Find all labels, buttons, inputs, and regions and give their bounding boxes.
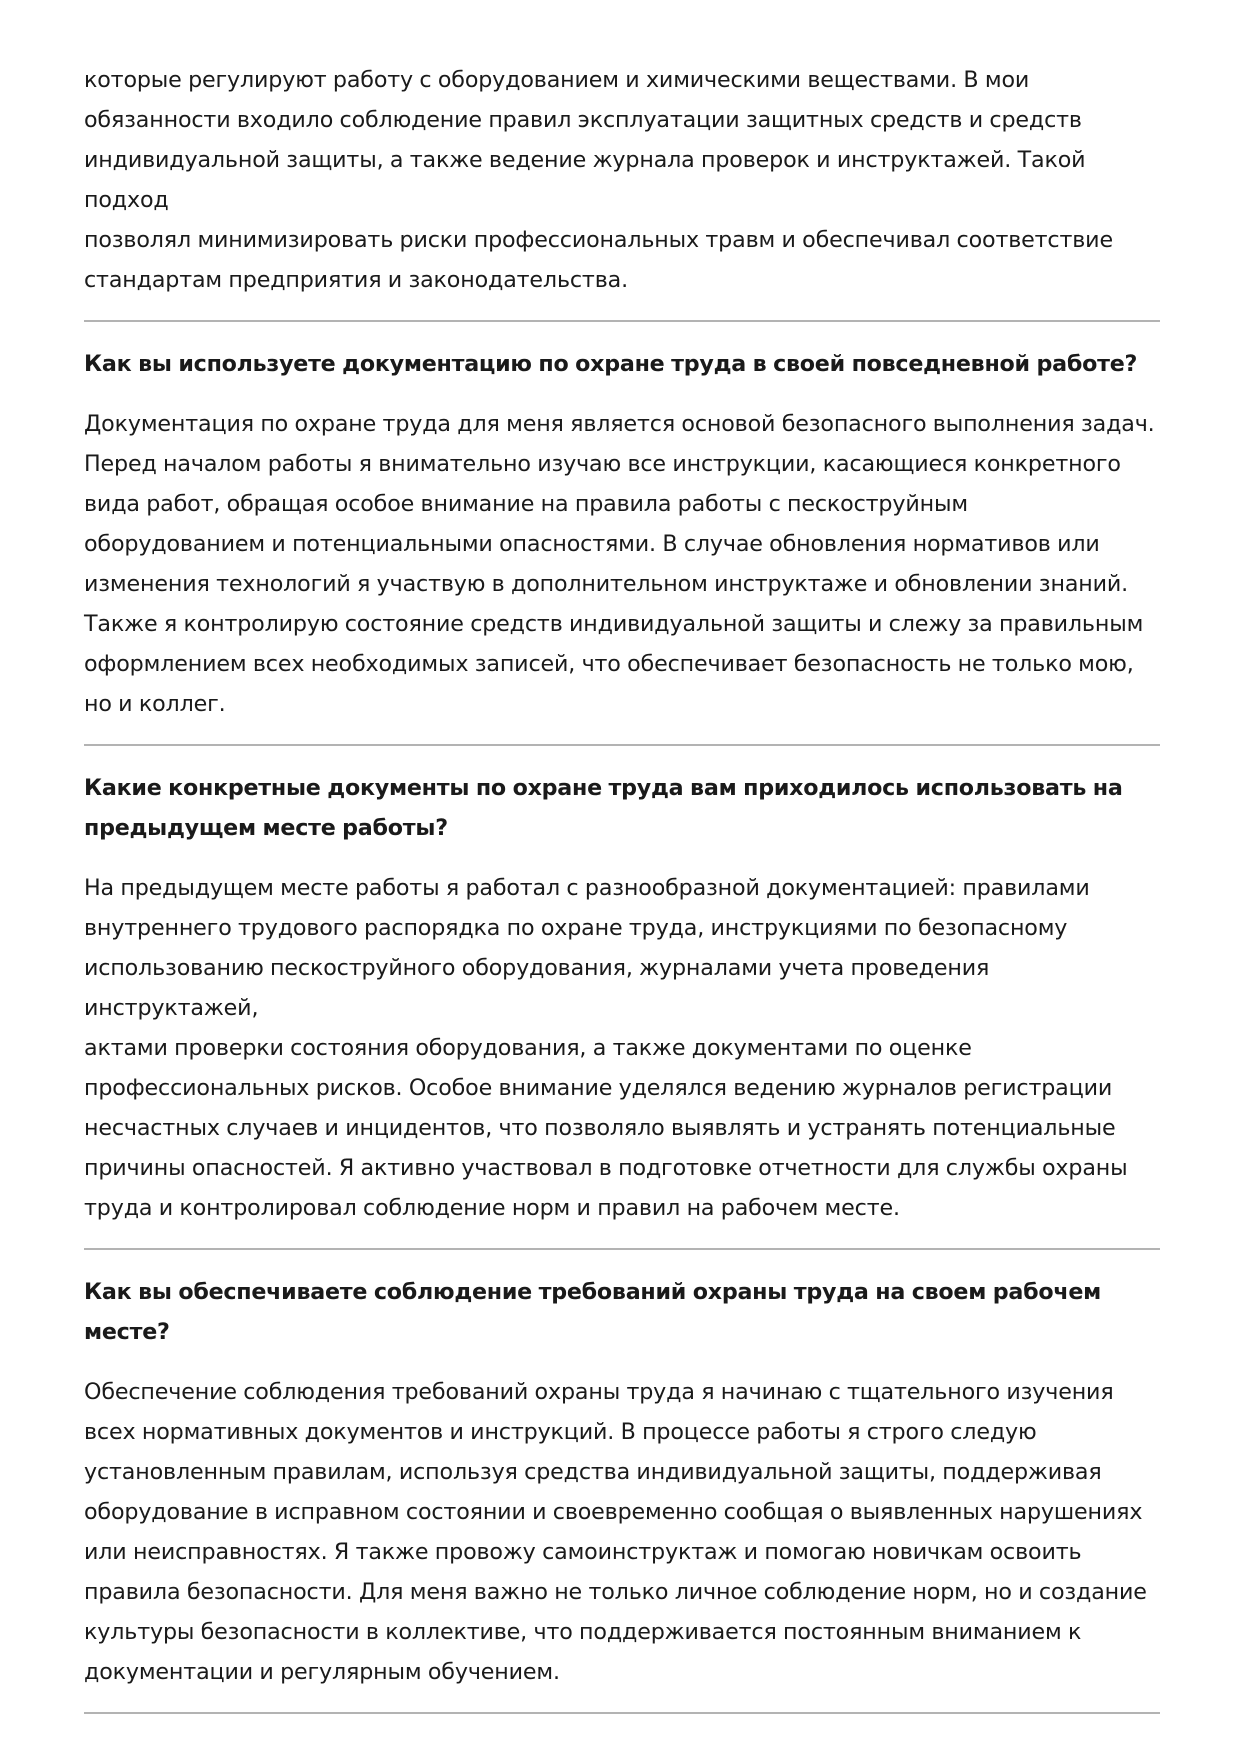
section-divider: [84, 1248, 1160, 1250]
answer-line: документации и регулярным обучением.: [84, 1659, 560, 1685]
answer-line: вида работ, обращая особое внимание на правила работы с пескоструйным: [84, 491, 968, 517]
intro-line: позволял минимизировать риски профессиональных травм и обеспечивал соответствие: [84, 227, 1113, 253]
answer-line: установленным правилам, используя средства индивидуальной защиты, поддерживая: [84, 1459, 1102, 1485]
answer-line: несчастных случаев и инцидентов, что позволяло выявлять и устранять потенциальные: [84, 1115, 1116, 1141]
section-divider: [84, 744, 1160, 746]
answer-paragraph: [84, 1372, 1160, 1692]
answer-line: всех нормативных документов и инструкций. В процессе работы я строго следую: [84, 1419, 1037, 1445]
question-line: Как вы используете документацию по охране труда в своей повседневной работе?: [84, 351, 1138, 377]
qa-section: [84, 1272, 1160, 1692]
intro-paragraph: [84, 60, 1160, 300]
answer-line: Также я контролирую состояние средств индивидуальной защиты и слежу за правильным: [84, 611, 1144, 637]
answer-line: оборудование в исправном состоянии и своевременно сообщая о выявленных нарушениях: [84, 1499, 1143, 1525]
answer-line: внутреннего трудового распорядка по охране труда, инструкциями по безопасному: [84, 915, 1068, 941]
answer-line: правила безопасности. Для меня важно не только личное соблюдение норм, но и создание: [84, 1579, 1147, 1605]
answer-line: Документация по охране труда для меня является основой безопасного выполнения задач.: [84, 411, 1155, 437]
question-line: месте?: [84, 1319, 170, 1345]
answer-line: причины опасностей. Я активно участвовал в подготовке отчетности для службы охраны: [84, 1155, 1128, 1181]
intro-line: обязанности входило соблюдение правил эксплуатации защитных средств и средств: [84, 107, 1082, 133]
answer-line: оформлением всех необходимых записей, что обеспечивает безопасность не только мою,: [84, 651, 1134, 677]
section-divider: [84, 1712, 1160, 1714]
answer-line: культуры безопасности в коллективе, что поддерживается постоянным вниманием к: [84, 1619, 1082, 1645]
question-line: Как вы обеспечиваете соблюдение требований охраны труда на своем рабочем: [84, 1279, 1102, 1305]
question-line: Какие конкретные документы по охране труда вам приходилось использовать на: [84, 775, 1123, 801]
answer-line: На предыдущем месте работы я работал с разнообразной документацией: правилами: [84, 875, 1090, 901]
answer-line: использованию пескоструйного оборудования, журналами учета проведения инструктажей,: [84, 955, 990, 1021]
qa-section: [84, 768, 1160, 1228]
answer-line: оборудованием и потенциальными опасностями. В случае обновления нормативов или: [84, 531, 1100, 557]
answer-paragraph: [84, 868, 1160, 1228]
question-heading: [84, 344, 1160, 384]
answer-line: или неисправностях. Я также провожу самоинструктаж и помогаю новичкам освоить: [84, 1539, 1082, 1565]
intro-line: которые регулируют работу с оборудованием и химическими веществами. В мои: [84, 67, 1030, 93]
answer-paragraph: [84, 404, 1160, 724]
answer-line: труда и контролировал соблюдение норм и правил на рабочем месте.: [84, 1195, 900, 1221]
answer-line: но и коллег.: [84, 691, 226, 717]
document-page: [84, 60, 1160, 1714]
question-heading: [84, 1272, 1160, 1352]
question-line: предыдущем месте работы?: [84, 815, 448, 841]
question-heading: [84, 768, 1160, 848]
answer-line: Перед началом работы я внимательно изучаю все инструкции, касающиеся конкретного: [84, 451, 1121, 477]
section-divider: [84, 320, 1160, 322]
answer-line: профессиональных рисков. Особое внимание уделялся ведению журналов регистрации: [84, 1075, 1113, 1101]
answer-line: актами проверки состояния оборудования, а также документами по оценке: [84, 1035, 972, 1061]
answer-line: Обеспечение соблюдения требований охраны труда я начинаю с тщательного изучения: [84, 1379, 1114, 1405]
answer-line: изменения технологий я участвую в дополнительном инструктаже и обновлении знаний.: [84, 571, 1129, 597]
intro-line: стандартам предприятия и законодательства.: [84, 267, 628, 293]
intro-line: индивидуальной защиты, а также ведение журнала проверок и инструктажей. Такой подход: [84, 147, 1086, 213]
qa-section: [84, 344, 1160, 724]
